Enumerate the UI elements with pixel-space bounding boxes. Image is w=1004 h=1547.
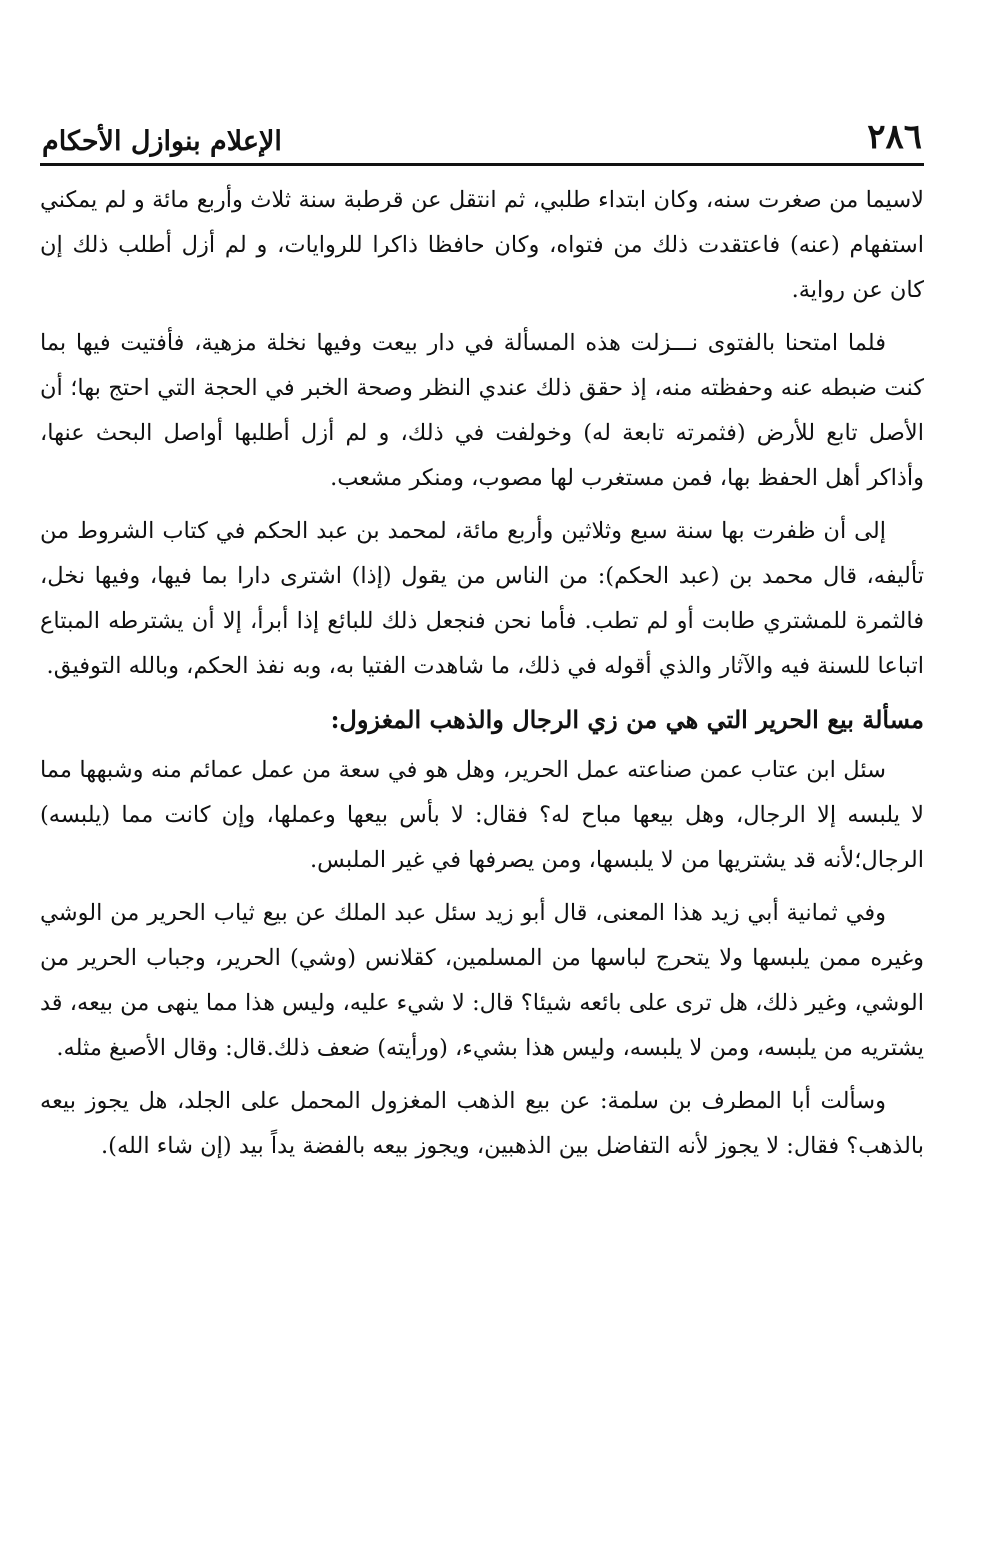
paragraph-4: سئل ابن عتاب عمن صناعته عمل الحرير، وهل هو في سعة من عمل عمائم منه وشبهها مما لا يلبسه إلا الرجال، وهل بيعها مباح له؟ فقال: لا بأس بيعها وعملها، وإن كانت مما (يلبسه) الرجال؛لأنه قد يشتريها من لا يلبسها، ومن يصرفها في غير الملبس. bbox=[40, 757, 924, 873]
page-body bbox=[40, 178, 924, 1169]
paragraph-5: وفي ثمانية أبي زيد هذا المعنى، قال أبو زيد سئل عبد الملك عن بيع ثياب الحرير من الوشي وغيره ممن يلبسها ولا يتحرج لباسها من المسلمين، كقلانس (وشي) الحرير، وجباب الحرير من الوشي، وغير ذلك، هل ترى على بائعه شيئا؟ قال: لا شيء عليه، وليس هذا مما ينهى من بيعه، قد يشتريه من يلبسه، ومن لا يلبسه، وليس هذا بشيء، (ورأيته) ضعف ذلك.قال: وقال الأصبغ مثله. bbox=[40, 900, 924, 1061]
running-title: الإعلام بنوازل الأحكام bbox=[42, 126, 282, 157]
page-header bbox=[40, 108, 924, 166]
book-page bbox=[40, 108, 924, 1177]
paragraph-2: فلما امتحنا بالفتوى نـــزلت هذه المسألة في دار بيعت وفيها نخلة مزهية، فأفتيت فيها بما كنت ضبطه عنه وحفظته منه، إذ حقق ذلك عندي النظر وصحة الخبر في الحجة التي احتج بها؛ أن الأصل تابع للأرض (فثمرته تابعة له) وخولفت في ذلك، و لم أزل أطلبها أواصل البحث عنها، وأذاكر أهل الحفظ بها، فمن مستغرب لها مصوب، ومنكر مشعب. bbox=[40, 330, 924, 491]
paragraph-6: وسألت أبا المطرف بن سلمة: عن بيع الذهب المغزول المحمل على الجلد، هل يجوز بيعه بالذهب؟ فقال: لا يجوز لأنه التفاضل بين الذهبين، ويجوز بيعه بالفضة يداً بيد (إن شاء الله). bbox=[40, 1088, 924, 1159]
section-heading: مسألة بيع الحرير التي هي من زي الرجال والذهب المغزول: bbox=[330, 705, 924, 734]
page-number: ٢٨٦ bbox=[867, 117, 922, 157]
paragraph-1: لاسيما من صغرت سنه، وكان ابتداء طلبي، ثم انتقل عن قرطبة سنة ثلاث وأربع مائة و لم يمكني استفهام (عنه) فاعتقدت ذلك من فتواه، وكان حافظا ذاكرا للروايات، و لم أزل أطلب ذلك إن كان عن رواية. bbox=[40, 187, 924, 303]
paragraph-3: إلى أن ظفرت بها سنة سبع وثلاثين وأربع مائة، لمحمد بن عبد الحكم في كتاب الشروط من تأليفه، قال محمد بن (عبد الحكم): من الناس من يقول (إذا) اشترى دارا بما فيها، وفيها نخل، فالثمرة للمشتري طابت أو لم تطب. فأما نحن فنجعل ذلك للبائع إذا أبرأ، إلا أن يشترطه المبتاع اتباعا للسنة فيه والآثار والذي أقوله في ذلك، ما شاهدت الفتيا به، وبه نفذ الحكم، وبالله التوفيق. bbox=[40, 518, 924, 679]
